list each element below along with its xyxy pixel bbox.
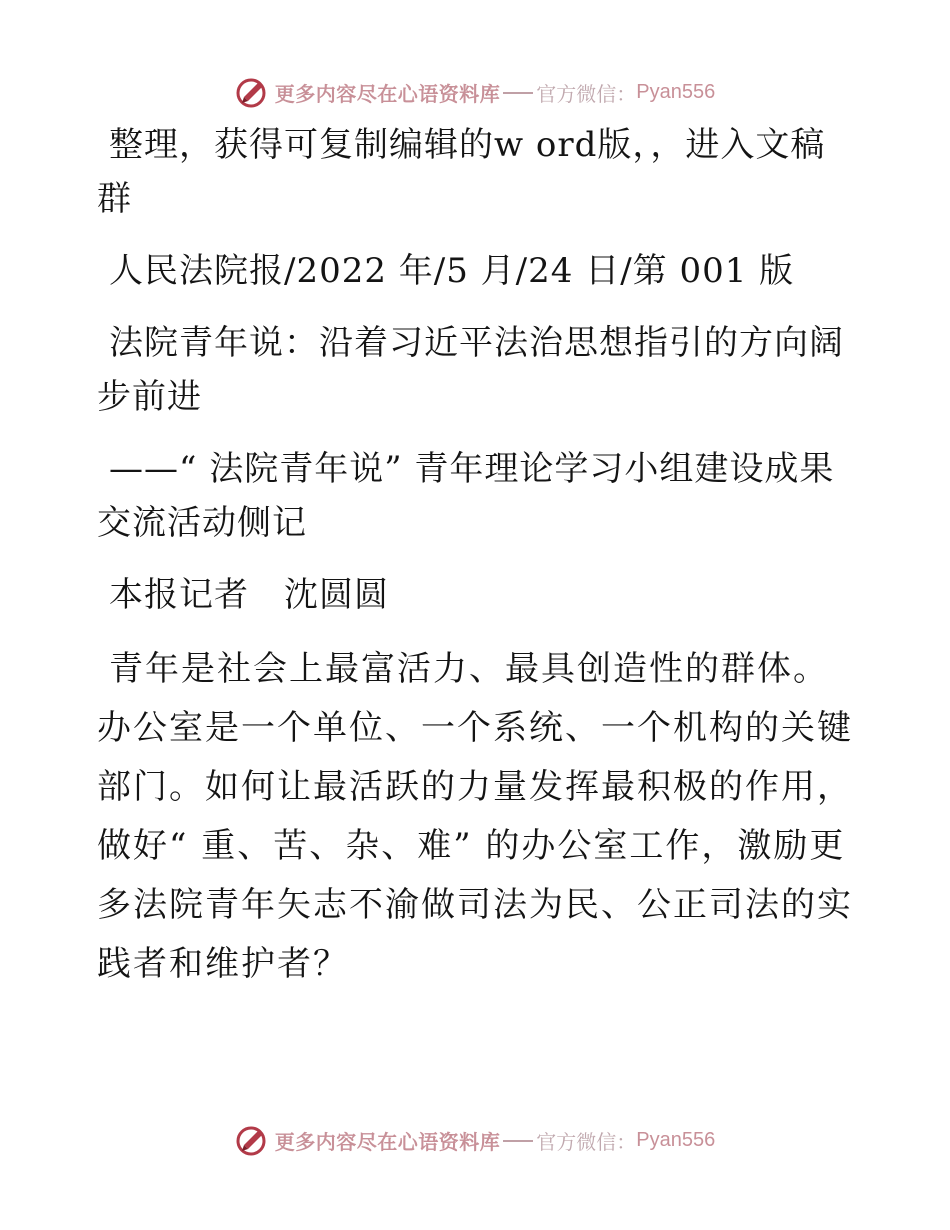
watermark-wechat-label: 官方微信：	[536, 1129, 637, 1154]
watermark-dash	[503, 1140, 533, 1142]
byline: 本报记者 沈圆圆	[109, 575, 389, 615]
watermark-wechat-id: Pyan556	[636, 1128, 716, 1151]
article-subtitle: ——“ 法院青年说” 青年理论学习小组建设成果交流活动侧记	[97, 449, 835, 543]
logo-pen-icon	[235, 75, 269, 109]
watermark-slogan: 更多内容尽在心语资料库	[274, 81, 501, 106]
intro-note: 整理，获得可复制编辑的w ord版，，进入文稿群	[97, 125, 826, 219]
watermark-dash	[503, 92, 533, 94]
logo-pen-icon	[235, 1123, 269, 1157]
header-watermark	[0, 70, 950, 114]
publication-line: 人民法院报/2022 年/5 月/24 日/第 001 版	[109, 251, 795, 291]
body-paragraph: 青年是社会上最富活力、最具创造性的群体。办公室是一个单位、一个系统、一个机构的关键部门。如何让最活跃的力量发挥最积极的作用，做好“ 重、苦、杂、难” 的办公室工作，激励更多法院青年矢志不渝做司法为民、公正司法的实践者和维护者？	[97, 649, 853, 984]
article-title: 法院青年说：沿着习近平法治思想指引的方向阔步前进	[97, 323, 844, 417]
watermark-wechat-id: Pyan556	[636, 80, 716, 103]
watermark-slogan: 更多内容尽在心语资料库	[274, 1129, 501, 1154]
document-body	[97, 118, 857, 1012]
footer-watermark	[0, 1118, 950, 1162]
watermark-wechat-label: 官方微信：	[536, 81, 637, 106]
